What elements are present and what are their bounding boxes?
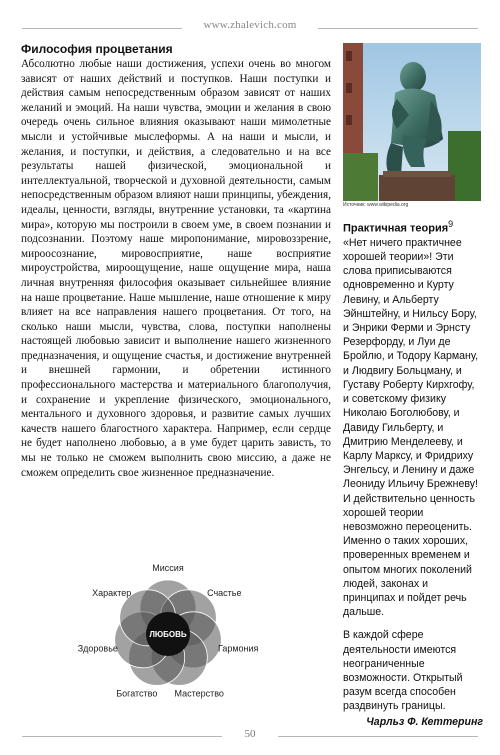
diagram-petal-label: Счастье	[207, 587, 242, 598]
diagram-petal-label: Миссия	[152, 563, 184, 573]
site-url[interactable]: www.zhalevich.com	[197, 19, 302, 31]
diagram-petal-label: Мастерство	[174, 688, 224, 699]
quote-author: Чарльз Ф. Кеттеринг	[366, 715, 483, 728]
thinker-illustration	[343, 43, 481, 201]
sidebar-quote: «Нет ничего практичнее хорошей теории»! Эти слова приписываются одновременно и Курту Левину, и Альберту Эйнштейну, и Нильсу Бору, и Энрики Ферми и Эрнсту Резерфорду, и Луи де Бройлю, и Тодору Карману, и Людвигу Больцману, и Густаву Роберту Кирхгофу, и советскому физику Николаю Боголюбову, и Давиду Гильберту, и Дмитрию Менделееву, и Карлу Марксу, и Фридриху Энгельсу, и Ленину и даже Леониду Ильичу Брежневу! И действительно ценность хорошей теории невозможно переоценить. Именно о таких хороших, проверенных временем и опытом многих поколений людей, законах и принципах и пойдет речь дальше.	[343, 236, 479, 619]
love-flower-diagram	[40, 552, 310, 702]
article-title: Философия процветания	[21, 42, 173, 56]
sidebar-title	[343, 217, 483, 236]
article-body: Абсолютно любые наши достижения, успехи очень во многом зависят от наших действий и поступков. Наши поступки и действия самым непосредственным образом зависят от наших желаний и эмоций. На наши чувства, эмоции и желания в свою очередь очень сильное влияния оказывают наши мимолетные мысли и устойчивые мыслеформы. А на наши и мысли, и желания, и поступки, и действия, а следовательно и на все результаты нашей физической, эмоциональной и интеллектуальной, творческой и духовной деятельности, самым непосредственным образом влияют наши принципы, убеждения, идеалы, ценности, взгляды, внутренние установки, та «картина мира», которую мы построили в своем уме, в своем познании и подсознании. Поэтому наше миропонимание, мировоззрение, мироосознание, мировосприятие, наше восприятие мироустройства, мироощущение, наше ощущение мира, наша личная внутренняя философия оказывает сильнейшее влияние на наше процветание. Наше мышление, наше отношение к миру влияет на все направления нашего процветания. От того, на сколько наши мысли, чувства, слова, поступки наполнены настоящей любовью зависит и выполнение нашего жизненного предназначения, и ощущение счастья, и достижение внутренней и внешней гармонии, и обретении истинного профессионального мастерства и материального благополучия, и сохранение и укрепление физического, эмоционального, ментального и духовного здоровья, и развитие самых лучших качеств нашего благостного характера. Например, если сердце не будет наполнено любовью, а в уме будет царить зависть, то мы не только не сможем выполнить свою миссию, а даже не сможем определить свое жизненное предназначение.	[21, 58, 331, 479]
thinker-photo	[343, 43, 481, 201]
page-header	[0, 19, 500, 31]
sidebar-second-quote: В каждой сфере деятельности имеются неограниченные возможности. Открытый разум всегда способен раздвинуть границы.	[343, 629, 463, 713]
sidebar	[343, 217, 483, 729]
diagram-petal-label: Характер	[92, 587, 132, 598]
page-number: 50	[239, 728, 262, 740]
photo-credit: Источник: www.wikipedia.org	[343, 202, 409, 208]
sidebar-title-text: Практичная теория	[343, 222, 449, 235]
diagram-petal-label: Здоровье	[77, 643, 118, 654]
article	[21, 42, 331, 480]
diagram-center-label: ЛЮБОВЬ	[149, 630, 187, 639]
diagram-petal-label: Гармония	[217, 643, 259, 654]
footnote-marker: 9	[448, 219, 454, 229]
diagram-petal-label: Богатство	[116, 688, 158, 699]
page-footer	[0, 728, 500, 740]
